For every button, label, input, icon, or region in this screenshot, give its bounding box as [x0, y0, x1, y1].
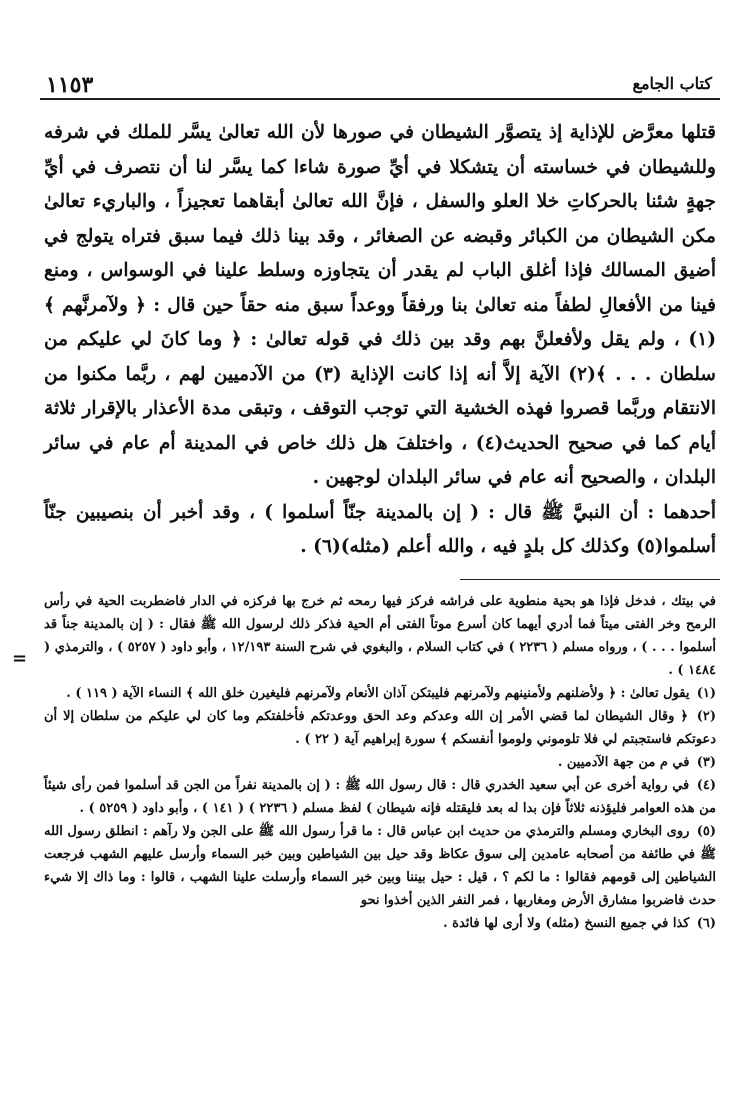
main-text [40, 116, 720, 565]
main-paragraph-1: قتلها معرَّض للإذاية إذ يتصوَّر الشيطان في صورها لأن الله تعالىٰ يسَّر للملك في شرفه وللشيطان في خساسته أن يتشكلا في أيِّ صورة شاءا كما يسَّر لنا أن نتصرف في أيِّ جهةٍ شئنا بالحركاتِ خلا العلو والسفل ، فإنَّ الله تعالىٰ أبقاهما تعجيزاً ، والباريء تعالىٰ مكن الشيطان من الكبائر وقبضه عن الصغائر ، وقد بينا ذلك فيما سبق فتراه يتولج في أضيق المسالك فإذا أغلق الباب لم يقدر أن يتجاوزه وسلط علينا في الوسواس ، ومنع فينا من الأفعالِ لطفاً منه تعالىٰ بنا ورفقاً ووعداً سبق منه حقاً حين قال : ﴿ ولآمرنَّهم ﴾(١) ، ولم يقل ولأفعلنَّ بهم وقد بين ذلك في قوله تعالىٰ : ﴿ وما كانَ لي عليكم من سلطان . . . ﴾(٢) الآية إلاَّ أنه إذا كانت الإذاية (٣) من الآدميين لهم ، ربَّما مكنوا من الانتقام وربَّما قصروا فهذه الخشية التي توجب التوقف ، وتبقى مدة الأعذار بالإقرار ثلاثة أيام كما في صحيح الحديث(٤) ، واختلفَ هل ذلك خاص في المدينة أم عام في سائر البلدان ، والصحيح أنه عام في سائر البلدان لوجهين . [44, 122, 717, 488]
footnote-text: كذا في جميع النسخ (مثله) ولا أرى لها فائدة . [443, 915, 690, 931]
footnote-text: في رواية أخرى عن أبي سعيد الخدري قال : قال رسول الله ﷺ : ( إن بالمدينة نفراً من الجن قد أسلموا فمن رأى شيئاً من هذه العوامر فليؤذنه ثلاثاً فإن بدا له بعد فليقتله فإنه شيطان ) لفظ مسلم ( ٢٢٣٦ ) ( ١٤١ ) ، وأبو داود ( ٥٢٥٩ ) . [44, 777, 716, 816]
footnote-text: روى البخاري ومسلم والترمذي من حديث ابن عباس قال : ما قرأ رسول الله ﷺ على الجن ولا رآهم : انطلق رسول الله ﷺ في طائفة من أصحابه عامدين إلى سوق عكاظ وقد حيل بين الشياطين وبين خبر السماء وأرسل عليهم الشهب فرجعت الشياطين إلى قومهم فقالوا : ما لكم ؟ ، قيل : حيل بيننا وبين خبر السماء وأرسلت علينا الشهب ، قالوا : وما ذاك إلا شيء حدث فاضربوا مشارق الأرض ومغاربها ، فمر النفر الذين أخذوا نحو [44, 823, 716, 908]
footnote-label: (٤) [696, 777, 716, 793]
book-page [12, 70, 720, 935]
footnote-text: في م من جهة الآدميين . [557, 754, 690, 770]
book-title: كتاب الجامع [632, 74, 712, 93]
footnotes [40, 590, 720, 935]
footnote-label: (١) [696, 685, 716, 701]
footnote-text: ﴿ وقال الشيطان لما قضي الأمر إن الله وعدكم وعد الحق ووعدتكم فأخلفتكم وما كان لي عليكم من سلطان إلا أن دعوتكم فاستجبتم لي فلا تلوموني ولوموا أنفسكم ﴾ سورة إبراهيم آية ( ٢٢ ) . [44, 708, 716, 747]
page-number: ١١٥٣ [46, 72, 94, 98]
footnote-4 [44, 774, 716, 820]
footnote-6 [44, 912, 716, 935]
page-header [40, 70, 720, 100]
footnote-label: (٢) [696, 708, 716, 724]
main-paragraph-2: أحدهما : أن النبيَّ ﷺ قال : ( إن بالمدينة جنّاً أسلموا ) ، وقد أخبر أن بنصيبين جنّاً أسلموا(٥) وكذلك كل بلدٍ فيه ، والله أعلم (مثله)(٦) . [44, 501, 716, 557]
footnote-label: (٥) [696, 823, 716, 839]
footnote-text: يقول تعالىٰ : ﴿ ولأضلنهم ولأمنينهم ولآمرنهم فليبتكن آذان الأنعام ولآمرنهم فليغيرن خلق الله ﴾ النساء الآية ( ١١٩ ) . [66, 685, 690, 701]
footnote-1 [44, 682, 716, 705]
footnote-label: (٣) [696, 754, 716, 770]
footnote-3 [44, 751, 716, 774]
footnote-5 [44, 820, 716, 912]
footnote-label: (٦) [696, 915, 716, 931]
footnote-2 [44, 705, 716, 751]
footnote-continued: في بيتك ، فدخل فإذا هو بحية منطوية على فراشه فركز فيها رمحه ثم خرج بها فركزه في الدار فاضطربت الحية في رأس الرمح وخر الفتى ميتاً فما أدري أيهما كان أسرع موتاً الفتى أم الحية فذكر ذلك لرسول الله ﷺ فقال : ( إن بالمدينة جناً قد أسلموا . . . ) ، ورواه مسلم ( ٢٢٣٦ ) في كتاب السلام ، والبغوي في شرح السنة ١٢/١٩٣ ، وأبو داود ( ٥٢٥٧ ) ، والترمذي ( ١٤٨٤ ) . [44, 593, 717, 678]
continuation-mark: = [12, 648, 28, 669]
footnote-divider [460, 579, 720, 580]
